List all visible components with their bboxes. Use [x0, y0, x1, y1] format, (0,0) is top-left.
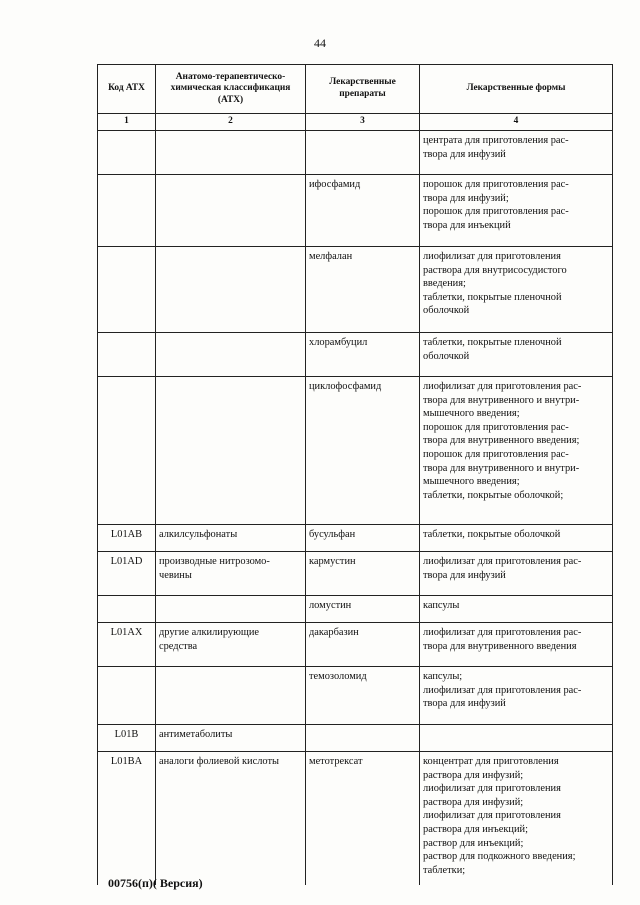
drug-cell: ифосфамид: [306, 175, 420, 247]
dosage-forms-cell: [420, 623, 613, 667]
text-line: мышечного введения;: [423, 476, 520, 488]
classification-cell: [156, 333, 306, 377]
text-line: антиметаболиты: [159, 729, 233, 740]
classification-cell: [156, 667, 306, 725]
text-line: твора для инфузий: [423, 148, 506, 160]
atc-code-cell: L01AB: [98, 525, 156, 552]
table-row: [98, 247, 613, 333]
text-line: раствор для инъекций;: [423, 837, 524, 849]
text-line: другие алкилирующие: [159, 627, 260, 638]
column-number: 2: [156, 114, 306, 131]
text-line: концентрат для приготовления: [423, 756, 559, 767]
text-line: лиофилизат для приготовления: [423, 810, 561, 822]
dosage-forms-cell: [420, 552, 613, 596]
text-line: аналоги фолиевой кислоты: [159, 756, 279, 767]
text-line: лиофилизат для приготовления: [423, 251, 561, 262]
text-line: таблетки, покрытые оболочкой;: [423, 489, 564, 501]
text-line: капсулы;: [423, 671, 463, 682]
classification-cell: [156, 725, 306, 752]
dosage-forms-cell: [420, 333, 613, 377]
text-line: таблетки, покрытые пленочной: [423, 291, 562, 303]
text-line: твора для инфузий: [423, 698, 506, 710]
drug-cell: [306, 131, 420, 175]
text-line: твора для внутривенного и внутри-: [423, 462, 580, 474]
drug-cell: ломустин: [306, 596, 420, 623]
dosage-forms-cell: [420, 175, 613, 247]
table-row: [98, 725, 613, 752]
dosage-forms-cell: [420, 752, 613, 886]
text-line: раствор для подкожного введения;: [423, 851, 576, 863]
text-line: центрата для приготовления рас-: [423, 135, 569, 146]
column-number-row: [98, 114, 613, 131]
table-row: [98, 596, 613, 623]
table-row: [98, 333, 613, 377]
text-line: лиофилизат для приготовления рас-: [423, 381, 582, 392]
text-line: раствора для инфузий;: [423, 796, 524, 808]
drug-cell: бусульфан: [306, 525, 420, 552]
column-number: 3: [306, 114, 420, 131]
header-code: Код АТХ: [98, 65, 156, 114]
classification-cell: [156, 623, 306, 667]
text-line: средства: [159, 640, 198, 652]
drug-cell: циклофосфамид: [306, 377, 420, 525]
dosage-forms-cell: [420, 667, 613, 725]
text-line: твора для внутривенного введения: [423, 640, 577, 652]
text-line: лиофилизат для приготовления рас-: [423, 556, 582, 567]
dosage-forms-cell: [420, 247, 613, 333]
text-line: оболочкой: [423, 350, 470, 362]
atc-code-cell: [98, 333, 156, 377]
column-number: 1: [98, 114, 156, 131]
header-forms: Лекарственные формы: [420, 65, 613, 114]
drug-cell: темозоломид: [306, 667, 420, 725]
text-line: твора для инъекций: [423, 219, 511, 231]
drug-cell: кармустин: [306, 552, 420, 596]
text-line: капсулы: [423, 600, 460, 611]
drug-cell: дакарбазин: [306, 623, 420, 667]
text-line: алкилсульфонаты: [159, 529, 238, 540]
classification-cell: [156, 175, 306, 247]
text-line: раствора для инъекций;: [423, 823, 528, 835]
atc-code-cell: [98, 596, 156, 623]
table-row: [98, 623, 613, 667]
text-line: твора для внутривенного и внутри-: [423, 394, 580, 406]
text-line: порошок для приготовления рас-: [423, 206, 569, 218]
text-line: порошок для приготовления рас-: [423, 421, 569, 433]
text-line: лиофилизат для приготовления рас-: [423, 684, 582, 696]
table-row: [98, 175, 613, 247]
classification-cell: [156, 525, 306, 552]
drug-cell: хлорамбуцил: [306, 333, 420, 377]
text-line: производные нитрозомо-: [159, 556, 270, 567]
text-line: мышечного введения;: [423, 408, 520, 420]
text-line: таблетки, покрытые пленочной: [423, 337, 562, 348]
dosage-forms-cell: [420, 525, 613, 552]
document-footer: 00756(п)( Версия): [108, 876, 203, 890]
header-drugs: Лекарственные препараты: [306, 65, 420, 114]
atc-code-cell: [98, 175, 156, 247]
table-row: [98, 667, 613, 725]
drug-cell: [306, 725, 420, 752]
text-line: твора для инфузий: [423, 569, 506, 581]
classification-cell: [156, 596, 306, 623]
atc-code-cell: L01B: [98, 725, 156, 752]
text-line: порошок для приготовления рас-: [423, 448, 569, 460]
classification-cell: [156, 377, 306, 525]
text-line: раствора для внутрисосудистого: [423, 264, 567, 276]
atc-drug-table: [97, 64, 613, 885]
drug-cell: мелфалан: [306, 247, 420, 333]
column-number: 4: [420, 114, 613, 131]
text-line: лиофилизат для приготовления рас-: [423, 627, 582, 638]
dosage-forms-cell: [420, 596, 613, 623]
atc-code-cell: [98, 131, 156, 175]
text-line: лиофилизат для приготовления: [423, 783, 561, 795]
classification-cell: [156, 752, 306, 886]
atc-code-cell: [98, 247, 156, 333]
text-line: таблетки;: [423, 864, 466, 876]
text-line: твора для инфузий;: [423, 192, 509, 204]
classification-cell: [156, 247, 306, 333]
dosage-forms-cell: [420, 725, 613, 752]
text-line: твора для внутривенного введения;: [423, 435, 580, 447]
text-line: введения;: [423, 278, 466, 290]
dosage-forms-cell: [420, 131, 613, 175]
atc-code-cell: L01BA: [98, 752, 156, 886]
table-row: [98, 377, 613, 525]
classification-cell: [156, 131, 306, 175]
text-line: оболочкой: [423, 305, 470, 317]
atc-code-cell: [98, 667, 156, 725]
text-line: порошок для приготовления рас-: [423, 179, 569, 190]
header-row: [98, 65, 613, 114]
classification-cell: [156, 552, 306, 596]
page-number: 44: [314, 36, 326, 50]
atc-code-cell: [98, 377, 156, 525]
atc-code-cell: L01AD: [98, 552, 156, 596]
table-row: [98, 752, 613, 886]
text-line: чевины: [159, 569, 192, 581]
table-row: [98, 525, 613, 552]
drug-cell: метотрексат: [306, 752, 420, 886]
text-line: таблетки, покрытые оболочкой: [423, 529, 561, 540]
atc-code-cell: L01AX: [98, 623, 156, 667]
dosage-forms-cell: [420, 377, 613, 525]
table-row: [98, 131, 613, 175]
header-classification: Анатомо-терапевтическо-химическая классификация (АТХ): [156, 65, 306, 114]
text-line: раствора для инфузий;: [423, 769, 524, 781]
table-row: [98, 552, 613, 596]
